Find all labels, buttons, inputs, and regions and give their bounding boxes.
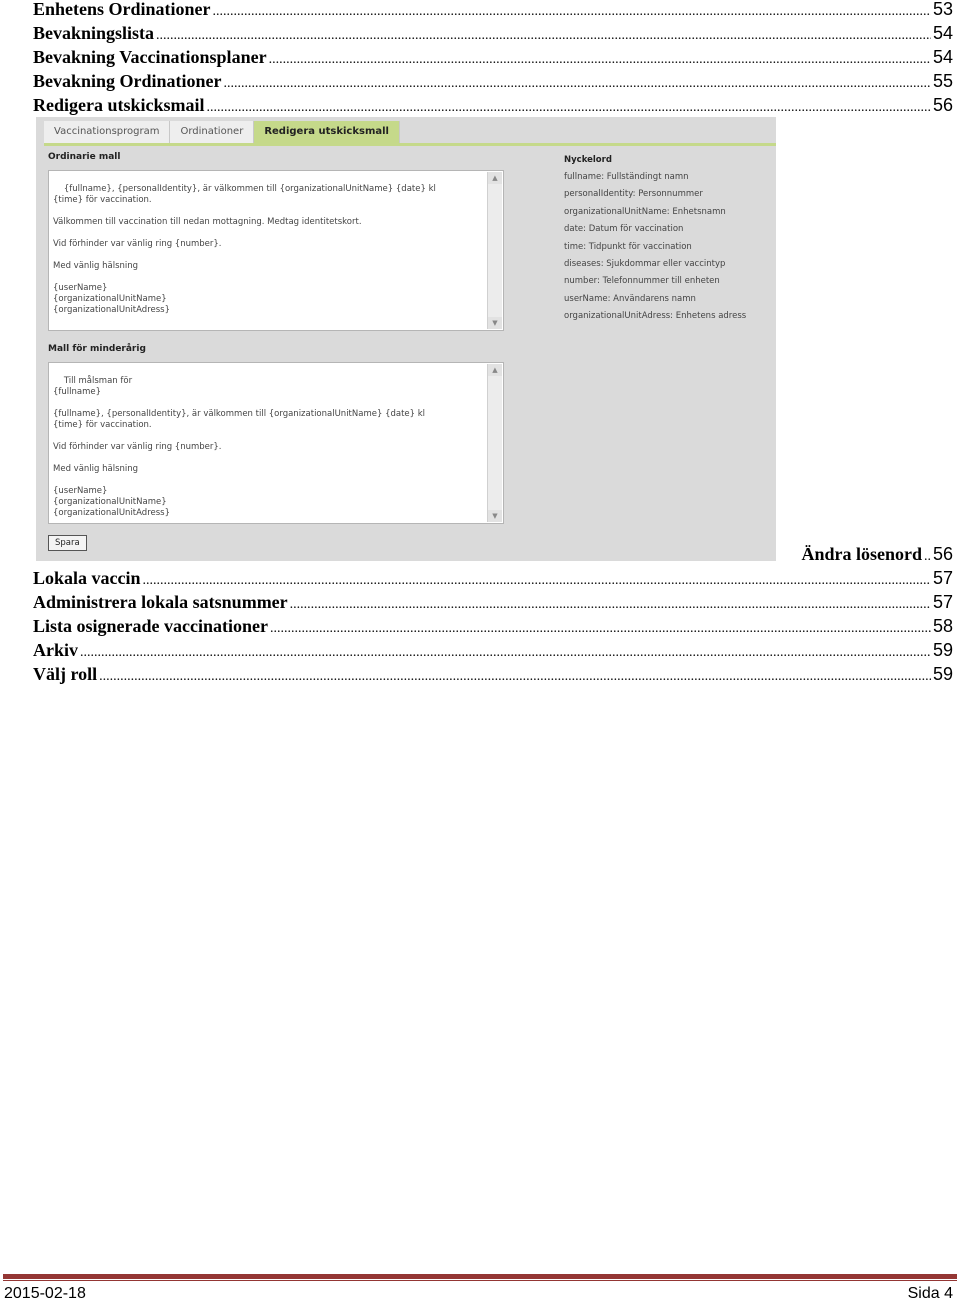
keyword-item: date: Datum för vaccination bbox=[564, 224, 684, 235]
mall-minderarig-label: Mall för minderårig bbox=[48, 344, 146, 354]
toc-entry-page: 56 bbox=[932, 544, 953, 564]
ordinarie-mall-label: Ordinarie mall bbox=[48, 152, 121, 162]
toc-entry-page: 55 bbox=[932, 71, 953, 91]
tab-underline bbox=[44, 143, 776, 146]
keyword-item: fullname: Fullständingt namn bbox=[564, 172, 689, 182]
toc-entry[interactable] bbox=[33, 638, 953, 662]
save-button[interactable]: Spara bbox=[48, 535, 87, 551]
scroll-up-icon[interactable]: ▲ bbox=[488, 364, 502, 376]
keyword-item: organizationalUnitAdress: Enhetens adress bbox=[564, 311, 747, 322]
scroll-up-icon[interactable]: ▲ bbox=[488, 172, 502, 184]
toc-entry-title: Bevakning Ordinationer bbox=[33, 71, 222, 91]
toc-entry-page: 58 bbox=[932, 616, 953, 636]
toc-entry-title: Enhetens Ordinationer bbox=[33, 0, 211, 19]
toc-entry-page: 56 bbox=[932, 95, 953, 115]
scrollbar[interactable] bbox=[487, 364, 502, 522]
ordinarie-mall-text: {fullname}, {personalIdentity}, är välkommen till {organizationalUnitName} {date} kl {time} för vaccination. Välkommen till vaccination till nedan mottagning. Medtag identitetskort. Vid förhinder var vänlig ring {number}. Med vänlig hälsning {userName} {organizationalUnitName} {organizationalUnitAdress} bbox=[53, 184, 436, 315]
toc-leader-dots bbox=[99, 665, 931, 689]
toc-entry-andra-losenord[interactable] bbox=[776, 542, 953, 566]
scroll-down-icon[interactable]: ▼ bbox=[488, 510, 502, 522]
keywords-panel bbox=[564, 155, 776, 329]
scrollbar[interactable] bbox=[487, 172, 502, 329]
toc-entry[interactable] bbox=[33, 590, 953, 614]
toc-leader-dots: .. bbox=[923, 549, 931, 564]
keyword-item: time: Tidpunkt för vaccination bbox=[564, 241, 692, 252]
ordinarie-mall-textarea[interactable] bbox=[48, 170, 504, 331]
toc-entry[interactable] bbox=[33, 21, 953, 45]
toc-entry-title: Administrera lokala satsnummer bbox=[33, 592, 288, 612]
keyword-item: number: Telefonnummer till enheten bbox=[564, 276, 720, 287]
mall-minderarig-text: Till målsman för {fullname} {fullname}, {personalIdentity}, är välkommen till {organizationalUnitName} {date} kl {time} för vaccination. Vid förhinder var vänlig ring {number}. Med vänlig hälsning {userName} {organizationalUnitName} {organizationalUnitAdress} bbox=[53, 376, 426, 518]
toc-entry-title: Arkiv bbox=[33, 640, 78, 660]
toc-entry[interactable] bbox=[33, 566, 953, 590]
footer-rule-thin bbox=[3, 1280, 957, 1281]
toc-entry[interactable] bbox=[33, 0, 953, 21]
keyword-item: userName: Användarens namn bbox=[564, 293, 696, 304]
toc-entry[interactable] bbox=[33, 45, 953, 69]
toc-entry-title: Bevakning Vaccinationsplaner bbox=[33, 47, 267, 67]
footer-rule bbox=[3, 1274, 957, 1279]
toc-entry[interactable] bbox=[33, 614, 953, 638]
keyword-item: organizationalUnitName: Enhetsnamn bbox=[564, 206, 726, 217]
tab-bar bbox=[44, 121, 400, 143]
toc-entry-page: 57 bbox=[932, 592, 953, 612]
toc-entry-title: Välj roll bbox=[33, 664, 98, 684]
embedded-screenshot bbox=[36, 117, 776, 561]
toc-entry-title: Redigera utskicksmail bbox=[33, 95, 205, 115]
tab-ordinationer[interactable]: Ordinationer bbox=[170, 121, 254, 143]
toc-entry-page: 59 bbox=[932, 640, 953, 660]
toc-entry-page: 53 bbox=[932, 0, 953, 19]
footer-page-number: Sida 4 bbox=[907, 1285, 953, 1302]
toc-entry-title: Ändra lösenord bbox=[801, 544, 922, 564]
scroll-down-icon[interactable]: ▼ bbox=[488, 317, 502, 329]
mall-minderarig-textarea[interactable] bbox=[48, 362, 504, 524]
toc-entry[interactable] bbox=[33, 662, 953, 686]
tab-redigera-utskicksmall[interactable]: Redigera utskicksmall bbox=[254, 121, 400, 143]
toc-entry[interactable] bbox=[33, 93, 953, 117]
toc-entry[interactable] bbox=[33, 69, 953, 93]
keyword-item: diseases: Sjukdommar eller vaccintyp bbox=[564, 258, 726, 269]
toc-entry-page: 54 bbox=[932, 47, 953, 67]
toc-entry-page: 54 bbox=[932, 23, 953, 43]
keyword-item: personalIdentity: Personnummer bbox=[564, 189, 703, 200]
toc-entry-title: Lista osignerade vaccinationer bbox=[33, 616, 268, 636]
toc-entry-page: 57 bbox=[932, 568, 953, 588]
toc-entry-page: 59 bbox=[932, 664, 953, 684]
tab-vaccinationsprogram[interactable]: Vaccinationsprogram bbox=[44, 121, 170, 143]
toc-entry-title: Bevakningslista bbox=[33, 23, 155, 43]
footer-date: 2015-02-18 bbox=[4, 1285, 86, 1302]
keywords-title: Nyckelord bbox=[564, 155, 612, 165]
toc-entry-title: Lokala vaccin bbox=[33, 568, 141, 588]
